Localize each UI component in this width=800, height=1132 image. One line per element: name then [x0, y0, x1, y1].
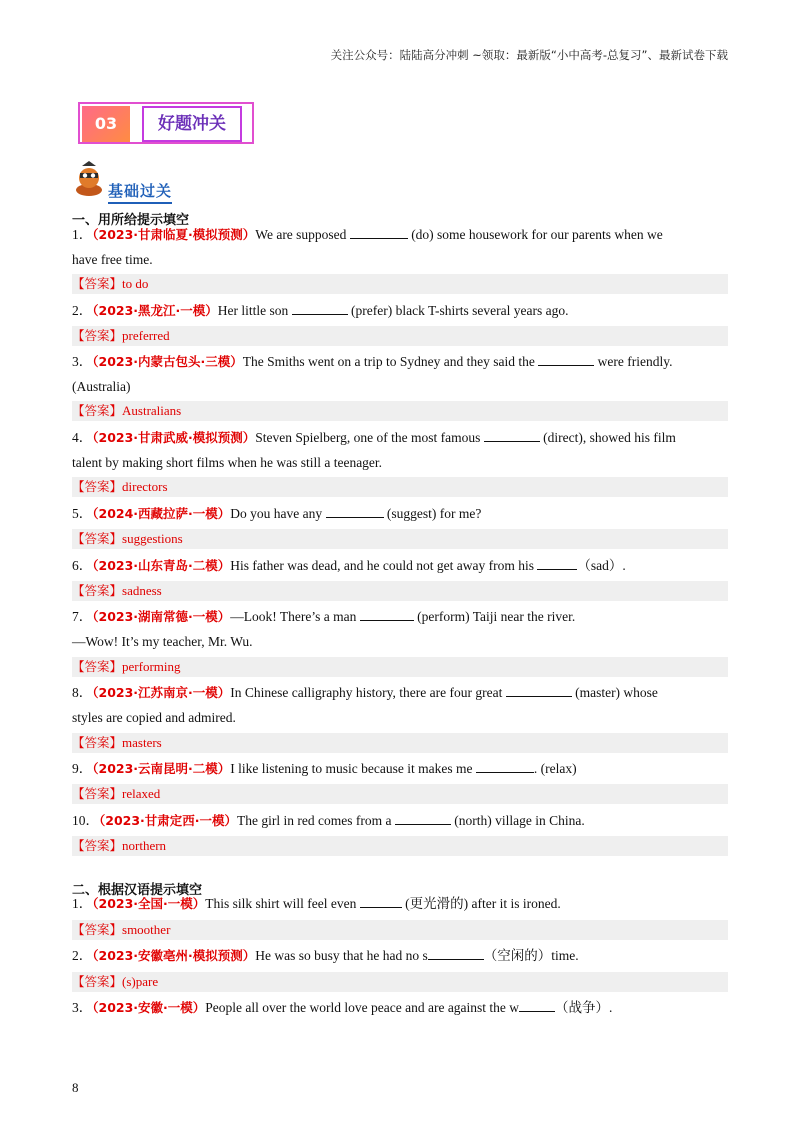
- question-text: (perform) Taiji near the river.: [413, 609, 576, 624]
- question-text: His father was dead, and he could not get away from his: [230, 558, 538, 573]
- answer-key: 【答案】: [72, 735, 123, 750]
- banner-number: 03: [82, 106, 130, 142]
- answer-blank: [428, 947, 484, 960]
- question-line: (Australia): [72, 379, 131, 394]
- answer-row: [72, 920, 728, 940]
- answer-row: [72, 581, 728, 601]
- answer-row: [72, 657, 728, 677]
- question-number: 1．: [72, 896, 93, 911]
- question-text: Her little son: [217, 303, 292, 318]
- banner-title: 好题冲关: [142, 106, 242, 142]
- answer-row: [72, 733, 728, 753]
- question-number: 8．: [72, 685, 93, 700]
- answer-row: [72, 274, 728, 294]
- question-text: —Look! There’s a man: [230, 609, 360, 624]
- answer-row: [72, 529, 728, 549]
- question-source: （2024·西藏拉萨·一模）: [92, 506, 231, 521]
- question-line: [72, 999, 728, 1017]
- question-text: （空闲的）time.: [483, 948, 579, 963]
- answer-row: [72, 477, 728, 497]
- answer-row: [72, 972, 728, 992]
- answer-value: northern: [122, 838, 167, 853]
- question-number: 7．: [72, 609, 93, 624]
- answer-key: 【答案】: [72, 974, 123, 989]
- answer-blank: [395, 812, 451, 825]
- question-line: [72, 812, 728, 830]
- question-line: [72, 947, 728, 965]
- answer-blank: [360, 895, 402, 908]
- answer-value: relaxed: [122, 786, 161, 801]
- question-number: 4．: [72, 430, 93, 445]
- answer-value: masters: [122, 735, 162, 750]
- question-line: have free time.: [72, 252, 153, 267]
- section-heading-2: 二、根据汉语提示填空: [72, 883, 203, 898]
- answer-value: (s)pare: [122, 974, 159, 989]
- answer-key: 【答案】: [72, 838, 123, 853]
- answer-blank: [476, 760, 534, 773]
- question-text: . (relax): [533, 761, 577, 776]
- page-number: 8: [72, 1080, 79, 1095]
- question-text: (更光滑的) after it is ironed.: [401, 896, 561, 911]
- section-heading-1: 一、用所给提示填空: [72, 213, 190, 228]
- question-line: —Wow! It’s my teacher, Mr. Wu.: [72, 634, 253, 649]
- answer-value: performing: [122, 659, 181, 674]
- answer-key: 【答案】: [72, 786, 123, 801]
- question-number: 3．: [72, 1000, 93, 1015]
- question-text: This silk shirt will feel even: [205, 896, 360, 911]
- question-text: （战争）.: [555, 1000, 613, 1015]
- question-text: In Chinese calligraphy history, there are four great: [230, 685, 506, 700]
- answer-key: 【答案】: [72, 403, 123, 418]
- question-text: Steven Spielberg, one of the most famous: [255, 430, 484, 445]
- question-number: 6．: [72, 558, 93, 573]
- question-line: [72, 760, 728, 778]
- answer-value: preferred: [122, 328, 170, 343]
- answer-key: 【答案】: [72, 531, 123, 546]
- answer-row: [72, 401, 728, 421]
- question-number: 1．: [72, 227, 93, 242]
- question-text: (direct), showed his film: [539, 430, 676, 445]
- question-source: （2023·安徽·一模）: [92, 1000, 206, 1015]
- answer-key: 【答案】: [72, 276, 123, 291]
- question-line: [72, 608, 728, 626]
- answer-blank: [538, 353, 594, 366]
- question-number: 3．: [72, 354, 93, 369]
- question-source: （2023·甘肃临夏·模拟预测）: [92, 227, 256, 242]
- answer-row: [72, 836, 728, 856]
- question-source: （2023·黑龙江·一模）: [92, 303, 218, 318]
- question-text: (suggest) for me?: [383, 506, 482, 521]
- question-line: styles are copied and admired.: [72, 710, 236, 725]
- question-source: （2023·内蒙古包头·三模）: [92, 354, 243, 369]
- answer-blank: [484, 429, 540, 442]
- question-text: were friendly.: [594, 354, 673, 369]
- question-text: I like listening to music because it makes me: [230, 761, 476, 776]
- answer-blank: [360, 608, 414, 621]
- question-line: [72, 684, 728, 702]
- question-number: 2．: [72, 303, 93, 318]
- question-line: [72, 505, 728, 523]
- answer-key: 【答案】: [72, 479, 123, 494]
- answer-key: 【答案】: [72, 328, 123, 343]
- answer-value: smoother: [122, 922, 171, 937]
- answer-blank: [350, 226, 408, 239]
- question-source: （2023·山东青岛·二模）: [92, 558, 231, 573]
- answer-value: suggestions: [122, 531, 183, 546]
- question-text: Do you have any: [230, 506, 326, 521]
- question-number: 5．: [72, 506, 93, 521]
- question-text: （sad）.: [577, 558, 626, 573]
- question-line: [72, 557, 728, 575]
- question-source: （2023·甘肃武威·模拟预测）: [92, 430, 256, 445]
- answer-blank: [326, 505, 384, 518]
- header-note: 关注公众号：陆陆高分冲刺 ~领取：最新版“小中高考-总复习”、最新试卷下载: [330, 48, 728, 62]
- question-source: （2023·湖南常德·一模）: [92, 609, 231, 624]
- level-title: 基础过关: [108, 180, 172, 204]
- question-number: 2．: [72, 948, 93, 963]
- mascot-icon: [72, 160, 106, 198]
- answer-blank: [506, 684, 572, 697]
- question-text: People all over the world love peace and are against the w: [205, 1000, 520, 1015]
- question-line: [72, 226, 728, 244]
- question-line: talent by making short films when he was still a teenager.: [72, 455, 383, 470]
- answer-value: sadness: [122, 583, 162, 598]
- question-text: (prefer) black T-shirts several years ago.: [347, 303, 569, 318]
- question-source: （2023·江苏南京·一模）: [92, 685, 231, 700]
- question-line: [72, 353, 728, 371]
- question-number: 9．: [72, 761, 93, 776]
- question-source: （2023·安徽亳州·模拟预测）: [92, 948, 256, 963]
- question-line: [72, 895, 728, 913]
- question-text: (north) village in China.: [450, 813, 585, 828]
- question-source: （2023·甘肃定西·一模）: [99, 813, 238, 828]
- section-banner: [72, 96, 258, 148]
- answer-blank: [519, 999, 555, 1012]
- answer-key: 【答案】: [72, 922, 123, 937]
- question-text: The Smiths went on a trip to Sydney and they said the: [242, 354, 539, 369]
- answer-value: directors: [122, 479, 168, 494]
- answer-key: 【答案】: [72, 659, 123, 674]
- question-number: 10．: [72, 813, 99, 828]
- answer-row: [72, 784, 728, 804]
- question-source: （2023·全国·一模）: [92, 896, 206, 911]
- answer-row: [72, 326, 728, 346]
- answer-value: to do: [122, 276, 149, 291]
- answer-key: 【答案】: [72, 583, 123, 598]
- question-text: (master) whose: [571, 685, 658, 700]
- answer-blank: [537, 557, 577, 570]
- question-source: （2023·云南昆明·二模）: [92, 761, 231, 776]
- question-line: [72, 429, 728, 447]
- question-text: He was so busy that he had no s: [255, 948, 428, 963]
- question-text: We are supposed: [255, 227, 350, 242]
- answer-value: Australians: [122, 403, 182, 418]
- question-text: (do) some housework for our parents when we: [407, 227, 663, 242]
- answer-blank: [292, 302, 348, 315]
- question-text: The girl in red comes from a: [237, 813, 395, 828]
- question-line: [72, 302, 728, 320]
